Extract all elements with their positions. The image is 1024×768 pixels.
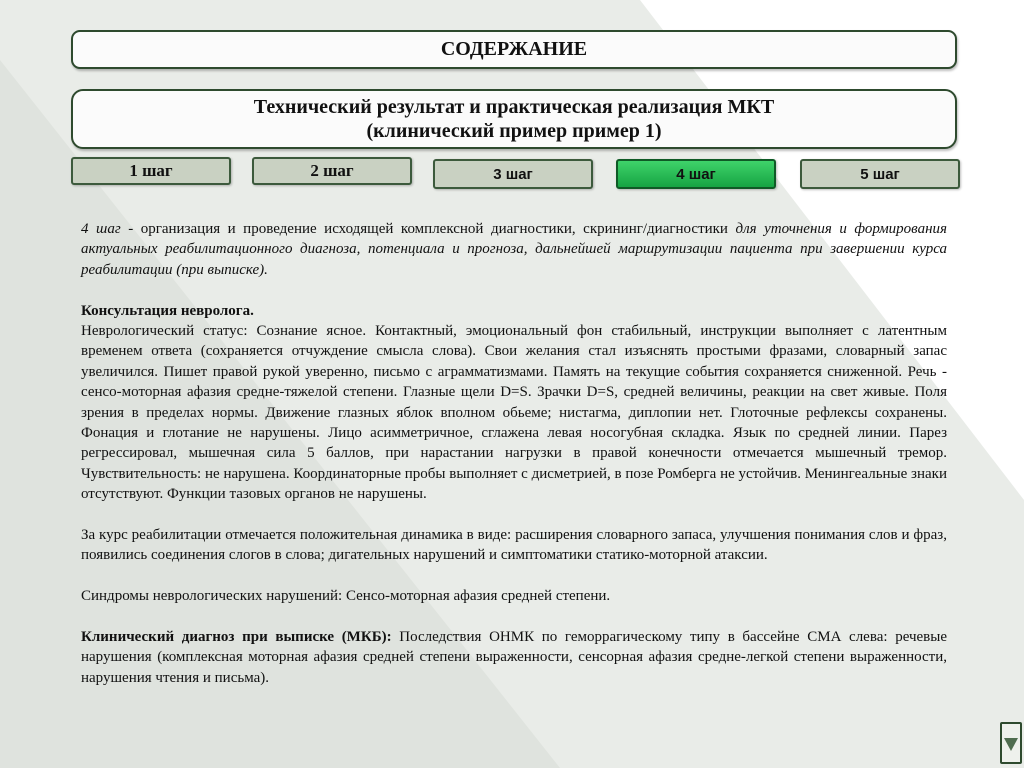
diagnosis-text: Последствия ОНМК по геморрагическому типу в бассейне СМА слева: речевые нарушения (комплексная моторная афазия средней степени выраженности, сенсорная афазия средне-легкой степени выраженности, нарушения чтения и письма). [81, 629, 947, 686]
intro-italic: для уточнения и формирования актуальных реабилитационного диагноза, потенциала и прогноза, дальнейшей маршрутизации пациента при завершении курса реабилитации (при выписке). [81, 221, 947, 278]
diagnosis-paragraph [81, 627, 947, 688]
intro-paragraph [81, 219, 947, 280]
consult-heading: Консультация невролога. [81, 302, 254, 319]
subtitle-line-2: (клинический пример пример 1) [366, 120, 662, 142]
diagnosis-label: Клинический диагноз при выписке (МКБ): [81, 629, 392, 646]
page-title: СОДЕРЖАНИЕ [71, 30, 957, 69]
next-slide-button[interactable] [1000, 722, 1022, 764]
intro-step-word: 4 шаг - [81, 221, 134, 237]
step-4-button[interactable]: 4 шаг [616, 159, 776, 189]
subtitle-line-1: Технический результат и практическая реализация МКТ [253, 96, 775, 118]
dynamics-paragraph: За курс реабилитации отмечается положительная динамика в виде: расширения словарного запаса, улучшения понимания слов и фраз, появились соединения слогов в слова; дигательных нарушений и симптоматики статико-моторной атаксии. [81, 527, 947, 564]
step-1-button[interactable]: 1 шаг [71, 157, 231, 185]
content-body [81, 219, 947, 688]
triangle-down-icon [1002, 724, 1020, 762]
neuro-status-paragraph: Неврологический статус: Сознание ясное. Контактный, эмоциональный фон стабильный, инструкции выполняет с латентным временем ответа (сохраняется отчуждение смысла слова). Свои желания стал изъяснять простыми фразами, словарный запас увеличился. Пишет правой рукой уверенно, письмо с аграмматизмами. Память на текущие события сохраняется сниженной. Речь - сенсо-моторная афазия средне-тяжелой степени. Глазные щели D=S. Зрачки D=S, средней величины, реакции на свет живые. Поля зрения в пределах нормы. Движение глазных яблок вполном обьеме; нистагма, диплопии нет. Глоточные рефлексы сохранены. Фонация и глотание не нарушены. Лицо асимметричное, сглажена левая носогубная складка. Язык по средней линии. Парез регрессировал, мышечная сила 5 баллов, при нарастании нагрузки в правой конечности отмечается мышечный тремор. Чувствительность: не нарушена. Координаторные пробы выполняет с дисметрией, в позе Ромберга не устойчив. Менингеальные знаки отсутствуют. Функции тазовых органов не нарушены. [81, 323, 947, 503]
intro-plain: организация и проведение исходящей комплексной диагностики, скрининг/диагностики [133, 221, 736, 237]
step-3-button[interactable]: 3 шаг [433, 159, 593, 189]
section-subtitle [71, 89, 957, 149]
step-2-button[interactable]: 2 шаг [252, 157, 412, 185]
syndromes-paragraph: Синдромы неврологических нарушений: Сенсо-моторная афазия средней степени. [81, 588, 611, 605]
step-5-button[interactable]: 5 шаг [800, 159, 960, 189]
